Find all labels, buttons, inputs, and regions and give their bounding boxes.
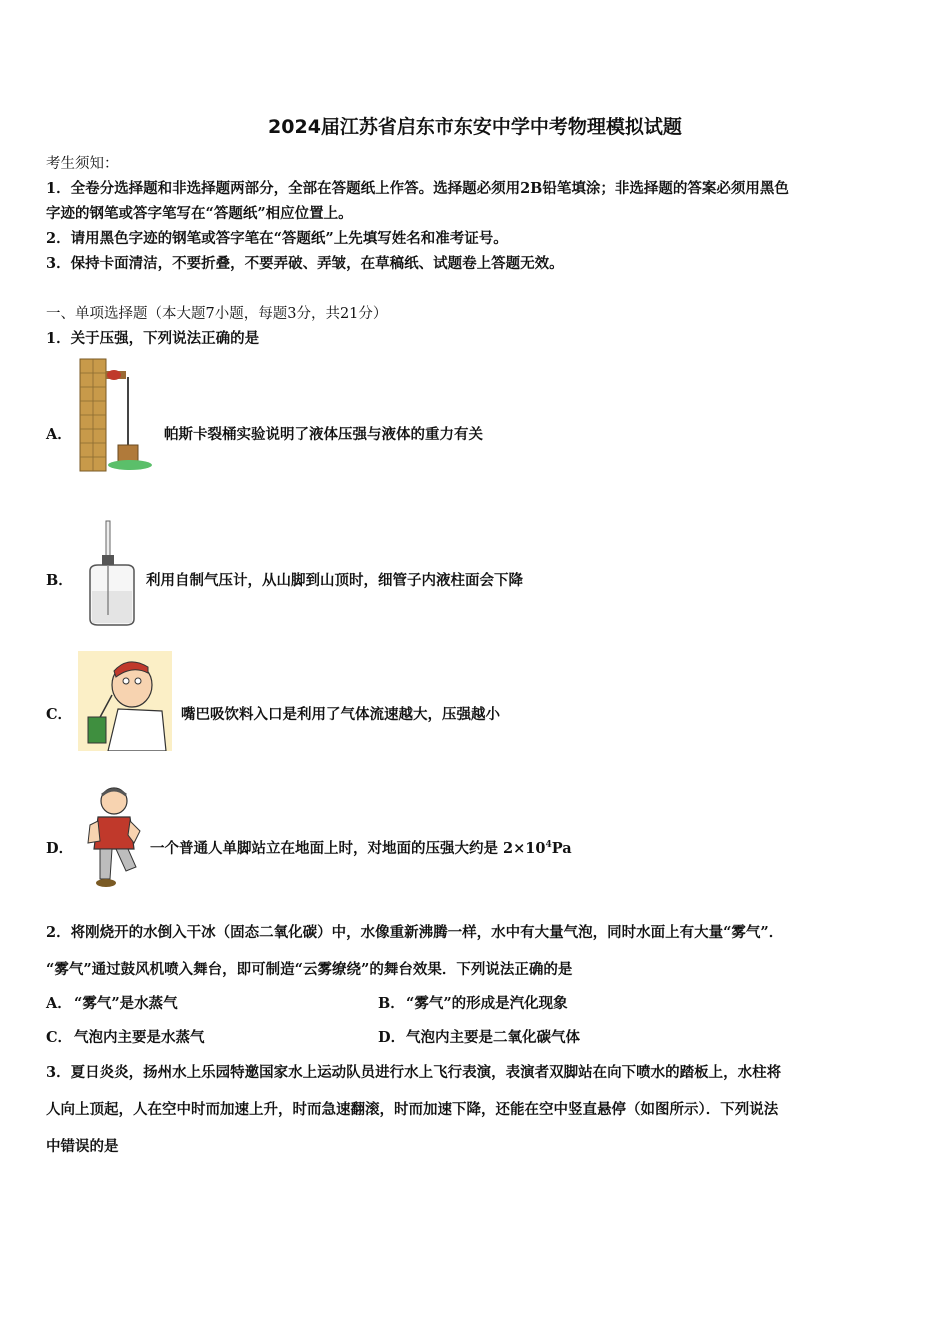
standing-person-figure [82,785,144,889]
q1-option-d-letter: D． [46,840,74,857]
q2-option-b-letter: B． [378,995,405,1012]
q2-option-d-text: 气泡内主要是二氧化碳气体 [406,1029,580,1046]
q1-option-c-letter: C． [46,706,73,723]
q1-option-d-text-main: 一个普通人单脚站立在地面上时，对地面的压强大约是 2×10 [150,840,546,857]
q1-option-d-exponent: 4 [545,840,552,851]
page-title: 2024届江苏省启东市东安中学中考物理模拟试题 [268,116,682,138]
question-2-stem-line-2: “雾气”通过鼓风机喷入舞台，即可制造“云雾缭绕”的舞台效果．下列说法正确的是 [46,961,573,978]
q1-option-c-text: 嘴巴吸饮料入口是利用了气体流速越大，压强越小 [181,706,500,723]
notice-item-1: 1．全卷分选择题和非选择题两部分，全部在答题纸上作答。选择题必须用2B铅笔填涂；非选择题的答案必须用黑色 [46,180,789,197]
pascal-barrel-figure [78,357,156,473]
drinking-straw-figure [78,651,172,751]
q2-option-a-text: “雾气”是水蒸气 [74,995,178,1012]
question-2-stem-line-1: 2．将刚烧开的水倒入干冰（固态二氧化碳）中，水像重新沸腾一样，水中有大量气泡，同时水面上有大量“雾气”． [46,924,784,941]
notice-item-2: 2．请用黑色字迹的钢笔或答字笔在“答题纸”上先填写姓名和准考证号。 [46,230,508,247]
section-heading: 一、单项选择题（本大题7小题，每题3分，共21分） [46,306,388,322]
question-1-stem: 1．关于压强，下列说法正确的是 [46,330,260,347]
notice-item-3: 3．保持卡面清洁，不要折叠，不要弄破、弄皱，在草稿纸、试题卷上答题无效。 [46,255,564,272]
q1-option-a-letter: A． [46,426,72,443]
q1-option-d-unit: Pa [551,840,572,857]
notice-heading: 考生须知： [46,156,119,172]
q2-option-b-text: “雾气”的形成是汽化现象 [406,995,568,1012]
question-3-line-3: 中错误的是 [46,1138,119,1155]
q2-option-a-letter: A． [46,995,72,1012]
question-3-line-1: 3．夏日炎炎，扬州水上乐园特邀国家水上运动队员进行水上飞行表演，表演者双脚站在向下喷水的踏板上，水柱将 [46,1064,782,1081]
question-3-line-2: 人向上顶起，人在空中时而加速上升，时而急速翻滚，时而加速下降，还能在空中竖直悬停（如图所示）．下列说法 [46,1101,779,1118]
q2-option-c-text: 气泡内主要是水蒸气 [74,1029,205,1046]
q1-option-d-text [150,837,572,858]
barometer-jar-figure [84,519,140,629]
q1-option-b-letter: B． [46,572,73,589]
q2-option-d-letter: D． [378,1029,406,1046]
q1-option-b-text: 利用自制气压计，从山脚到山顶时，细管子内液柱面会下降 [146,572,523,589]
notice-item-1-cont: 字迹的钢笔或答字笔写在“答题纸”相应位置上。 [46,205,353,222]
q2-option-c-letter: C． [46,1029,73,1046]
q1-option-a-text: 帕斯卡裂桶实验说明了液体压强与液体的重力有关 [164,426,483,443]
